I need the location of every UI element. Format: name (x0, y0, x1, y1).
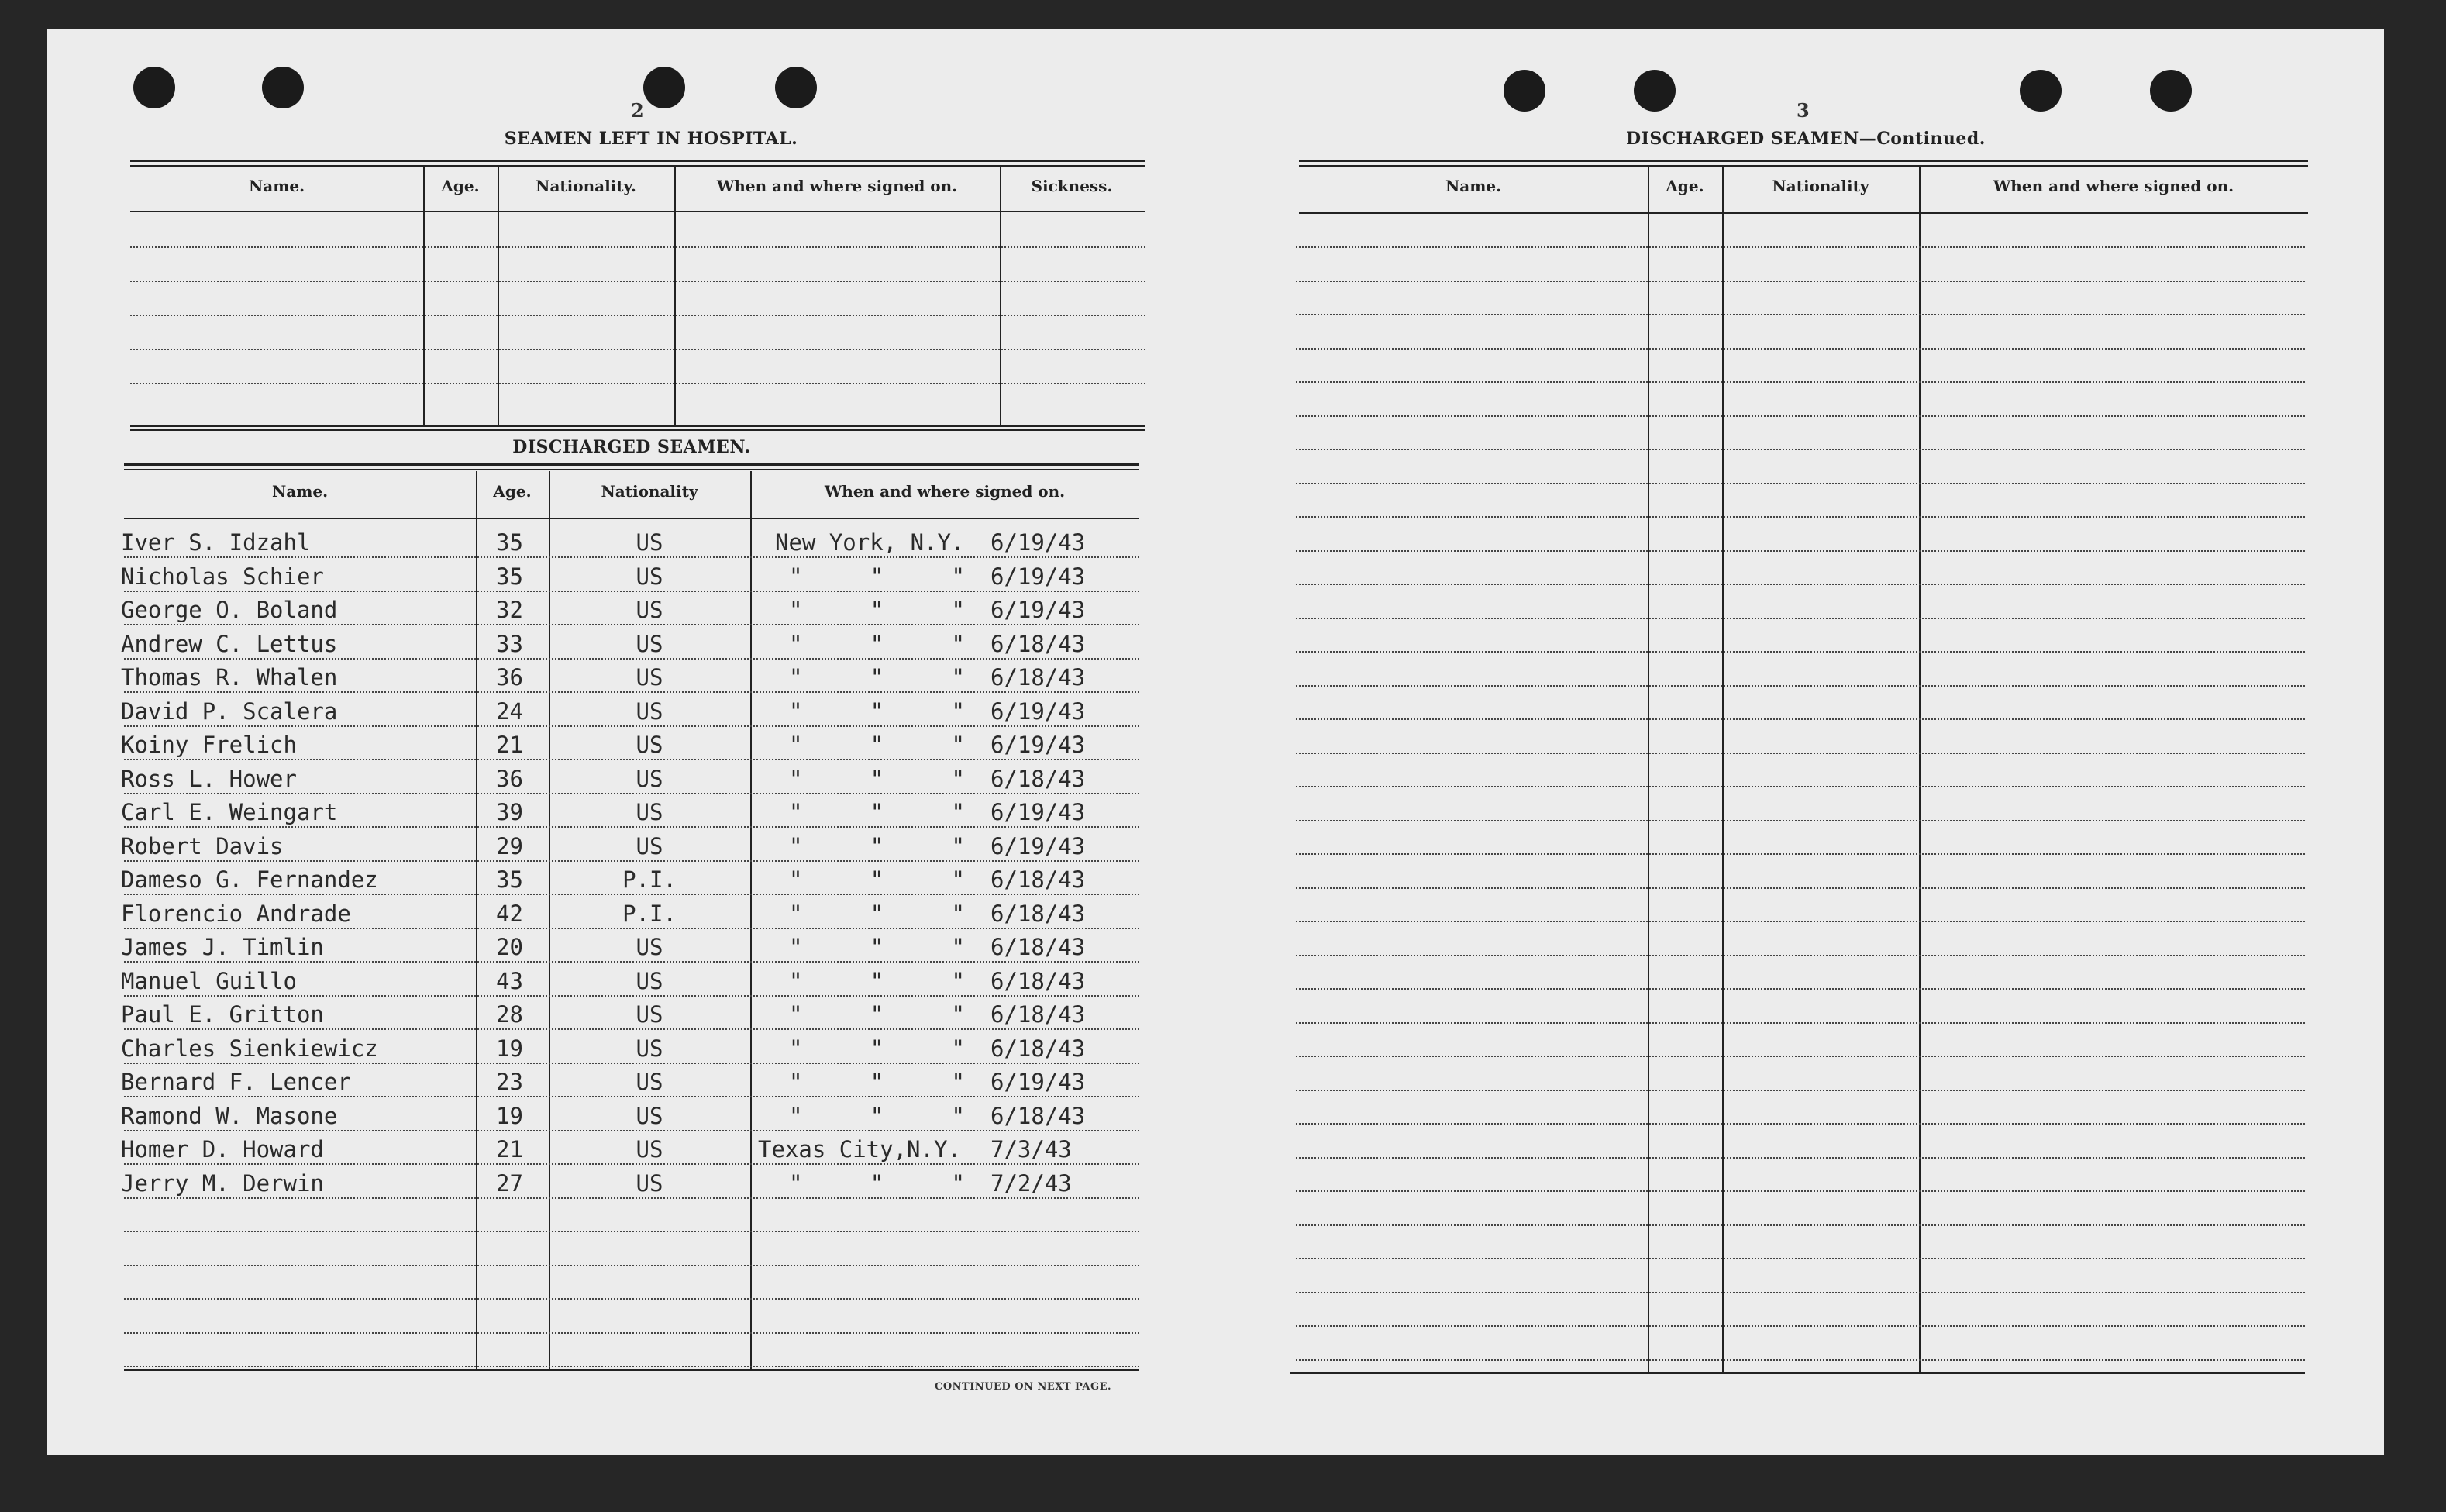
punch-hole (775, 67, 817, 108)
signed-on-date: 6/18/43 (990, 934, 1086, 960)
blank-row (1296, 281, 2305, 282)
row-rule (124, 1197, 1139, 1199)
blank-row (1296, 1022, 2305, 1024)
signed-on-date: 6/19/43 (990, 1069, 1086, 1095)
seaman-nationality: US (636, 664, 663, 691)
seaman-nationality: US (636, 1102, 663, 1129)
signed-on-date: 6/19/43 (990, 529, 1086, 556)
seaman-nationality: US (636, 765, 663, 792)
seaman-age: 35 (496, 529, 523, 556)
column-divider (750, 471, 752, 1369)
blank-row (1296, 1359, 2305, 1361)
blank-row (1296, 887, 2305, 889)
punch-hole (2020, 70, 2062, 112)
hospital-section-title: SEAMEN LEFT IN HOSPITAL. (504, 129, 798, 149)
seaman-age: 28 (496, 1001, 523, 1028)
row-rule (124, 1366, 1139, 1367)
row-rule (124, 556, 1139, 558)
column-divider (498, 167, 499, 425)
seaman-name: Nicholas Schier (121, 563, 324, 590)
punch-hole (133, 67, 175, 108)
blank-row (1296, 314, 2305, 315)
blank-row (1296, 1258, 2305, 1259)
seaman-age: 36 (496, 765, 523, 792)
signed-on-place: " " " (789, 597, 965, 623)
signed-on-date: 6/18/43 (990, 1035, 1086, 1062)
seaman-age: 33 (496, 630, 523, 657)
seaman-age: 35 (496, 563, 523, 590)
blank-row (1296, 1292, 2305, 1293)
seaman-name: Manuel Guillo (121, 967, 297, 994)
seaman-age: 35 (496, 866, 523, 893)
seaman-nationality: US (636, 697, 663, 725)
row-rule (124, 961, 1139, 963)
seaman-nationality: US (636, 597, 663, 623)
signed-on-date: 7/2/43 (990, 1169, 1072, 1197)
seaman-name: Dameso G. Fernandez (121, 866, 378, 893)
column-header: Sickness. (1031, 177, 1113, 195)
column-divider (1000, 167, 1001, 425)
blank-row (130, 349, 1145, 350)
blank-row (1296, 1090, 2305, 1091)
seaman-age: 29 (496, 832, 523, 859)
blank-row (1296, 1190, 2305, 1192)
header-rule (130, 211, 1145, 212)
table-bottom-rule (124, 1369, 1139, 1371)
seaman-name: Florencio Andrade (121, 900, 351, 927)
continued-section-title: DISCHARGED SEAMEN—Continued. (1626, 129, 1986, 149)
column-header: When and where signed on. (824, 482, 1066, 501)
signed-on-place: " " " (789, 1102, 965, 1129)
signed-on-place: " " " (789, 732, 965, 758)
blank-row (1296, 1056, 2305, 1057)
row-rule (124, 860, 1139, 862)
blank-row (1296, 415, 2305, 417)
signed-on-date: 6/18/43 (990, 630, 1086, 657)
blank-row (1296, 449, 2305, 450)
seaman-age: 36 (496, 664, 523, 691)
signed-on-date: 6/18/43 (990, 900, 1086, 927)
signed-on-place: " " " (789, 866, 965, 893)
row-rule (124, 826, 1139, 828)
seaman-age: 24 (496, 697, 523, 725)
signed-on-date: 6/19/43 (990, 697, 1086, 725)
signed-on-date: 6/18/43 (990, 1001, 1086, 1028)
signed-on-place: " " " (789, 765, 965, 792)
seaman-name: Robert Davis (121, 832, 284, 859)
seaman-nationality: US (636, 529, 663, 556)
column-divider (674, 167, 676, 425)
column-divider (423, 167, 425, 425)
seaman-nationality: US (636, 832, 663, 859)
row-rule (124, 658, 1139, 660)
blank-row (1296, 753, 2305, 754)
signed-on-date: 6/19/43 (990, 563, 1086, 590)
header-rule (1299, 212, 2308, 214)
signed-on-date: 6/18/43 (990, 664, 1086, 691)
seaman-age: 20 (496, 934, 523, 960)
row-rule (124, 1265, 1139, 1266)
seaman-age: 21 (496, 1136, 523, 1162)
blank-row (130, 246, 1145, 248)
column-header: Nationality (601, 482, 698, 501)
signed-on-date: 6/19/43 (990, 799, 1086, 825)
seaman-age: 27 (496, 1169, 523, 1197)
seaman-nationality: US (636, 934, 663, 960)
signed-on-date: 6/18/43 (990, 866, 1086, 893)
row-rule (124, 1028, 1139, 1030)
column-header: Nationality (1772, 177, 1869, 195)
row-rule (124, 1130, 1139, 1131)
signed-on-date: 6/18/43 (990, 765, 1086, 792)
blank-row (130, 383, 1145, 384)
signed-on-date: 6/19/43 (990, 732, 1086, 758)
blank-row (130, 315, 1145, 316)
seaman-age: 42 (496, 900, 523, 927)
seaman-name: Bernard F. Lencer (121, 1069, 351, 1095)
column-header: Name. (1445, 177, 1502, 195)
blank-row (1296, 1157, 2305, 1159)
row-rule (124, 1163, 1139, 1165)
seaman-name: Charles Sienkiewicz (121, 1035, 378, 1062)
row-rule (124, 995, 1139, 997)
signed-on-date: 7/3/43 (990, 1136, 1072, 1162)
blank-row (1296, 988, 2305, 990)
seaman-age: 39 (496, 799, 523, 825)
signed-on-place: " " " (789, 799, 965, 825)
signed-on-place: " " " (789, 630, 965, 657)
column-header: When and where signed on. (716, 177, 958, 195)
blank-row (1296, 516, 2305, 518)
seaman-name: Carl E. Weingart (121, 799, 338, 825)
seaman-name: Andrew C. Lettus (121, 630, 338, 657)
signed-on-place: " " " (789, 1035, 965, 1062)
signed-on-place: " " " (789, 563, 965, 590)
blank-row (1296, 348, 2305, 350)
seaman-nationality: US (636, 1001, 663, 1028)
row-rule (124, 691, 1139, 693)
table-top-rule (124, 463, 1139, 466)
seaman-nationality: US (636, 967, 663, 994)
seaman-name: George O. Boland (121, 597, 338, 623)
row-rule (124, 759, 1139, 760)
seaman-nationality: US (636, 732, 663, 758)
blank-row (1296, 685, 2305, 687)
seaman-name: Thomas R. Whalen (121, 664, 338, 691)
column-header: Age. (441, 177, 480, 195)
discharged-section-title: DISCHARGED SEAMEN. (512, 437, 751, 457)
punch-hole (643, 67, 685, 108)
blank-row (1296, 618, 2305, 619)
seaman-name: Ross L. Hower (121, 765, 297, 792)
table-bottom-rule (130, 429, 1145, 431)
blank-row (1296, 246, 2305, 248)
row-rule (124, 1231, 1139, 1232)
signed-on-place: " " " (789, 967, 965, 994)
signed-on-place: " " " (789, 1001, 965, 1028)
blank-row (1296, 1224, 2305, 1226)
punch-hole (1634, 70, 1676, 112)
page-number-left: 2 (631, 99, 644, 122)
table-top-rule (130, 165, 1145, 167)
seaman-name: Jerry M. Derwin (121, 1169, 324, 1197)
table-bottom-rule (1290, 1372, 2305, 1374)
continued-note: CONTINUED ON NEXT PAGE. (935, 1381, 1111, 1393)
signed-on-date: 6/19/43 (990, 832, 1086, 859)
row-rule (124, 591, 1139, 592)
seaman-nationality: US (636, 799, 663, 825)
blank-row (1296, 786, 2305, 787)
table-top-rule (1299, 165, 2308, 167)
blank-row (1296, 1325, 2305, 1327)
table-top-rule (1299, 160, 2308, 162)
seaman-nationality: US (636, 563, 663, 590)
signed-on-place: " " " (789, 664, 965, 691)
row-rule (124, 725, 1139, 727)
row-rule (124, 1332, 1139, 1334)
blank-row (1296, 651, 2305, 653)
blank-row (1296, 820, 2305, 821)
signed-on-place: " " " (789, 832, 965, 859)
seaman-nationality: US (636, 630, 663, 657)
punch-hole (2150, 70, 2192, 112)
blank-row (1296, 853, 2305, 855)
blank-row (1296, 381, 2305, 383)
row-rule (124, 793, 1139, 794)
header-rule (124, 518, 1139, 519)
seaman-name: David P. Scalera (121, 697, 338, 725)
signed-on-place: Texas City,N.Y. (758, 1136, 961, 1162)
table-top-rule (124, 469, 1139, 470)
signed-on-place: " " " (789, 934, 965, 960)
seaman-name: Iver S. Idzahl (121, 529, 311, 556)
blank-row (1296, 483, 2305, 484)
blank-row (1296, 550, 2305, 552)
seaman-name: Koiny Frelich (121, 732, 297, 758)
column-header: Nationality. (536, 177, 636, 195)
seaman-age: 32 (496, 597, 523, 623)
document-spread (47, 29, 2384, 1455)
seaman-age: 43 (496, 967, 523, 994)
signed-on-date: 6/19/43 (990, 597, 1086, 623)
blank-row (130, 281, 1145, 282)
page-number-right: 3 (1797, 99, 1810, 122)
signed-on-place: " " " (789, 900, 965, 927)
signed-on-place: " " " (789, 697, 965, 725)
seaman-nationality: P.I. (622, 866, 677, 893)
row-rule (124, 1063, 1139, 1064)
seaman-age: 23 (496, 1069, 523, 1095)
seaman-age: 19 (496, 1035, 523, 1062)
signed-on-date: 6/18/43 (990, 967, 1086, 994)
column-divider (476, 471, 477, 1369)
blank-row (1296, 921, 2305, 922)
row-rule (124, 894, 1139, 895)
column-header: Age. (493, 482, 532, 501)
row-rule (124, 1298, 1139, 1300)
signed-on-place: New York, N.Y. (775, 529, 965, 556)
seaman-nationality: US (636, 1069, 663, 1095)
seaman-name: Paul E. Gritton (121, 1001, 324, 1028)
blank-row (1296, 584, 2305, 585)
seaman-name: Homer D. Howard (121, 1136, 324, 1162)
seaman-nationality: US (636, 1136, 663, 1162)
row-rule (124, 1096, 1139, 1097)
punch-hole (1504, 70, 1545, 112)
seaman-nationality: US (636, 1035, 663, 1062)
blank-row (1296, 718, 2305, 720)
table-bottom-rule (130, 425, 1145, 427)
row-rule (124, 624, 1139, 625)
seaman-nationality: P.I. (622, 900, 677, 927)
signed-on-date: 6/18/43 (990, 1102, 1086, 1129)
column-header: Name. (248, 177, 305, 195)
table-top-rule (130, 160, 1145, 162)
seaman-age: 19 (496, 1102, 523, 1129)
seaman-nationality: US (636, 1169, 663, 1197)
punch-hole (262, 67, 304, 108)
column-header: Age. (1666, 177, 1704, 195)
signed-on-place: " " " (789, 1169, 965, 1197)
column-header: Name. (271, 482, 329, 501)
row-rule (124, 928, 1139, 929)
blank-row (1296, 1123, 2305, 1125)
seaman-name: Ramond W. Masone (121, 1102, 338, 1129)
seaman-name: James J. Timlin (121, 934, 324, 960)
seaman-age: 21 (496, 732, 523, 758)
blank-row (1296, 955, 2305, 956)
signed-on-place: " " " (789, 1069, 965, 1095)
column-header: When and where signed on. (1993, 177, 2234, 195)
